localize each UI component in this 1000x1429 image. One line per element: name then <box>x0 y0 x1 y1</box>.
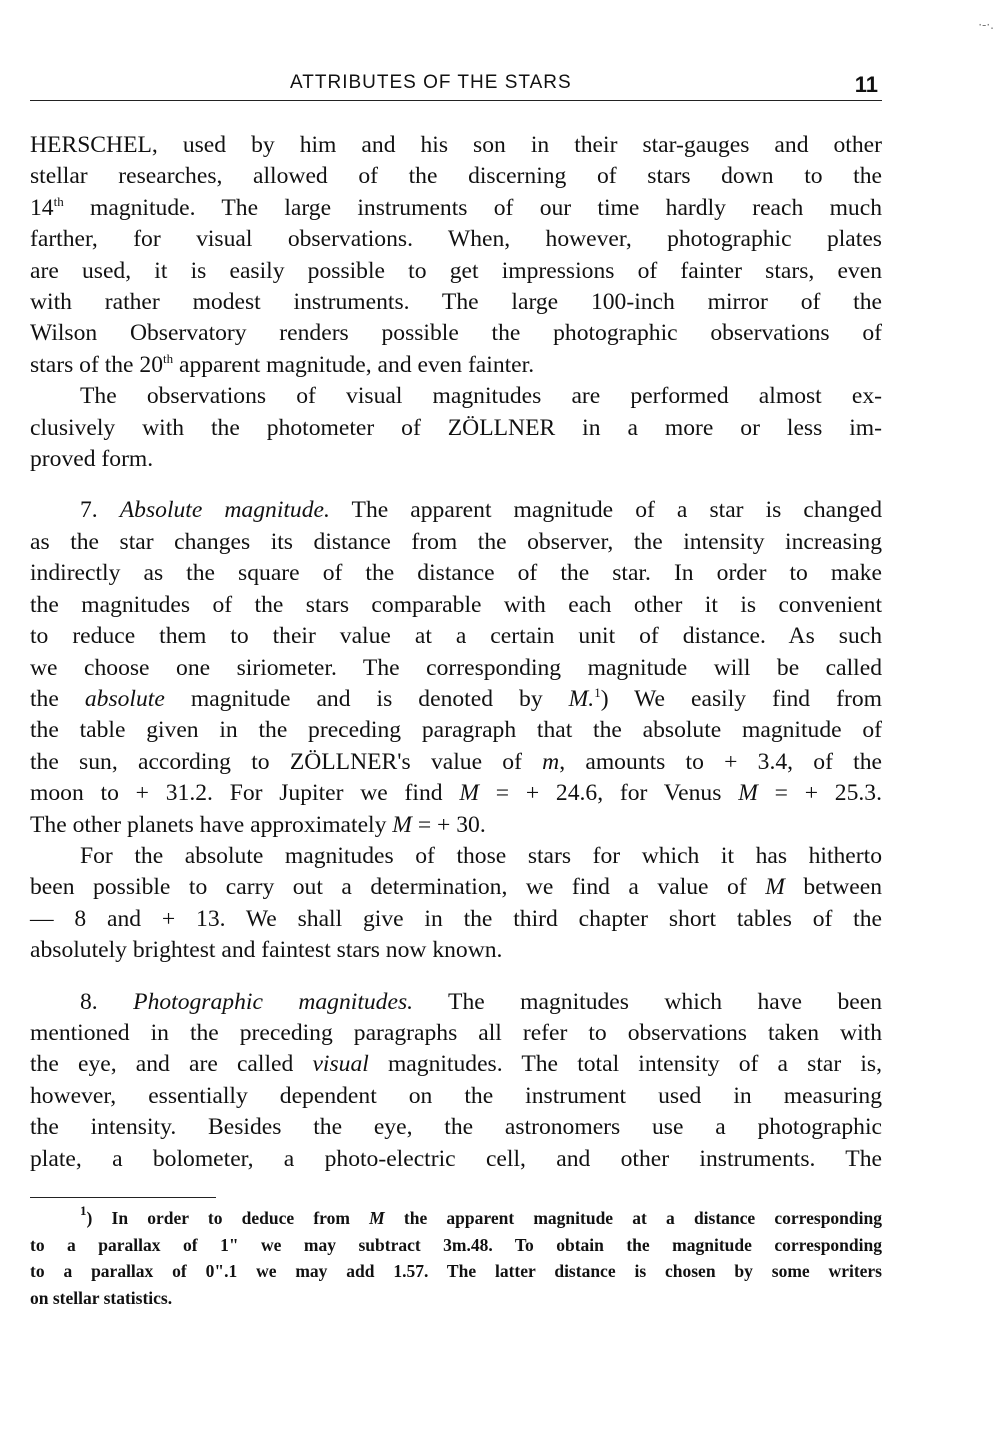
text-line <box>30 810 882 841</box>
section-number: 7. <box>80 497 98 524</box>
footnote-ref: 1 <box>594 684 601 700</box>
text-run: = + 30. <box>411 811 486 838</box>
text-line: absolutely brightest and faintest stars now known. <box>30 937 503 964</box>
text-line <box>30 495 882 526</box>
header-rule <box>30 100 882 101</box>
section-gap <box>30 967 882 987</box>
math-symbol: M <box>459 780 479 807</box>
text-run: 14 <box>30 194 54 221</box>
math-symbol: m <box>542 748 560 775</box>
text-line <box>30 778 882 809</box>
section-title: Photographic magnitudes. <box>133 988 414 1015</box>
footnote-rule <box>30 1197 216 1198</box>
text-line <box>30 987 882 1018</box>
text-run: 's value of <box>397 748 543 775</box>
text-run: The apparent magnitude of a star is changed <box>329 497 882 524</box>
footnote-marker: 1 <box>80 1203 87 1218</box>
text-run: = + 25.3. <box>757 780 882 807</box>
text-line: however, essentially dependent on the instrument used in measuring <box>30 1082 882 1109</box>
text-run: the apparent magnitude at a distance corresponding <box>384 1208 882 1228</box>
text-line <box>30 684 882 715</box>
text-run: , used by him and his son in their star-gauges and other <box>151 132 882 158</box>
text-run: apparent magnitude, and even fainter. <box>173 351 535 378</box>
text-line <box>30 1049 882 1080</box>
text-line: proved form. <box>30 446 154 473</box>
text-line <box>30 350 882 381</box>
text-run: moon to + 31.2. For Jupiter we find <box>30 780 460 807</box>
text-run: the sun, according to <box>30 748 290 775</box>
text-line <box>30 193 882 224</box>
footnote-line <box>30 1205 882 1232</box>
paragraph-visual-observations <box>30 381 882 475</box>
name-zollner: ZÖLLNER <box>447 414 556 441</box>
superscript: th <box>53 193 64 209</box>
text-line: mentioned in the preceding paragraphs all refer to observations taken with <box>30 1019 882 1046</box>
text-run: magnitude. The large instruments of our time hardly reach much <box>63 194 882 221</box>
text-line: plate, a bolometer, a photo-electric cell, and other instruments. The <box>30 1145 882 1172</box>
page-header <box>30 68 882 100</box>
text-line: we choose one siriometer. The corresponding magnitude will be called <box>30 654 882 681</box>
text-run: magnitude and is denoted by <box>164 685 569 712</box>
footnote-line: on stellar statistics. <box>30 1287 173 1308</box>
text-run: ) In order to deduce from <box>86 1208 370 1228</box>
section-gap <box>30 475 882 495</box>
math-symbol: M. <box>568 685 595 712</box>
text-line: stellar researches, allowed of the discerning of stars down to the <box>30 163 882 190</box>
math-symbol: M <box>369 1208 385 1228</box>
text-run: in a more or less im- <box>555 414 882 441</box>
page-number: 11 <box>854 72 878 97</box>
name-zollner: ZÖLLNER <box>289 748 398 775</box>
scan-artifact: ·-·. <box>978 18 994 32</box>
text-line: indirectly as the square of the distance of the star. In order to make <box>30 560 882 587</box>
footnotes <box>30 1205 882 1311</box>
text-line: The observations of visual magnitudes are performed almost ex- <box>80 383 882 410</box>
paragraph-herschel <box>30 130 882 381</box>
text-line <box>30 872 882 903</box>
section-title: Absolute magnitude. <box>119 497 330 524</box>
text-run: the <box>30 685 85 712</box>
text-line: to reduce them to their value at a certain unit of distance. As such <box>30 623 882 650</box>
running-title: ATTRIBUTES OF THE STARS <box>290 72 572 93</box>
text-run: stars of the 20 <box>30 351 164 378</box>
name-herschel: HERSCHEL <box>30 132 152 158</box>
math-symbol: M <box>738 780 758 807</box>
text-run: The magnitudes which have been <box>413 988 883 1015</box>
text-run: magnitudes. The total intensity of a star is, <box>368 1051 882 1078</box>
text-line: — 8 and + 13. We shall give in the third chapter short tables of the <box>30 905 882 932</box>
footnote-line: to a parallax of 1" we may subtract 3m.48. To obtain the magnitude corresponding <box>30 1234 882 1255</box>
text-run: the eye, and are called <box>30 1051 313 1078</box>
section-photographic-magnitudes <box>30 987 882 1175</box>
section-absolute-magnitude <box>30 495 882 840</box>
math-symbol: M <box>765 874 785 901</box>
text-line: the magnitudes of the stars comparable with each other it is convenient <box>30 591 882 618</box>
text-run: The other planets have approximately <box>30 811 393 838</box>
text-run: = + 24.6, for Venus <box>478 780 739 807</box>
footnote-line: to a parallax of 0".1 we may add 1.57. The latter distance is chosen by some writers <box>30 1261 882 1281</box>
text-line: the table given in the preceding paragraph that the absolute magnitude of <box>30 717 882 744</box>
math-symbol: M <box>392 811 412 838</box>
text-line <box>30 413 882 444</box>
text-line: are used, it is easily possible to get impressions of fainter stars, even <box>30 257 882 284</box>
text-run: clusively with the photometer of <box>30 414 448 441</box>
text-run: between <box>784 874 882 901</box>
text-line: the intensity. Besides the eye, the astronomers use a photographic <box>30 1114 882 1141</box>
text-line <box>30 747 882 778</box>
body-text <box>30 130 882 1175</box>
emphasis: absolute <box>84 685 165 712</box>
paragraph-absolute-range <box>30 841 882 967</box>
text-line: farther, for visual observations. When, however, photographic plates <box>30 226 882 253</box>
text-line: Wilson Observatory renders possible the photographic observations of <box>30 320 882 347</box>
text-line: as the star changes its distance from the observer, the intensity increasing <box>30 528 882 555</box>
text-run: , amounts to + 3.4, of the <box>559 748 882 775</box>
text-run: been possible to carry out a determination, we find a value of <box>30 874 766 901</box>
emphasis: visual <box>312 1051 369 1078</box>
text-line: with rather modest instruments. The large 100-inch mirror of the <box>30 289 882 316</box>
text-line <box>30 130 882 161</box>
text-line: For the absolute magnitudes of those stars for which it has hitherto <box>80 842 882 869</box>
text-run: ) We easily find from <box>600 685 882 712</box>
section-number: 8. <box>80 988 98 1015</box>
superscript: th <box>163 350 174 366</box>
